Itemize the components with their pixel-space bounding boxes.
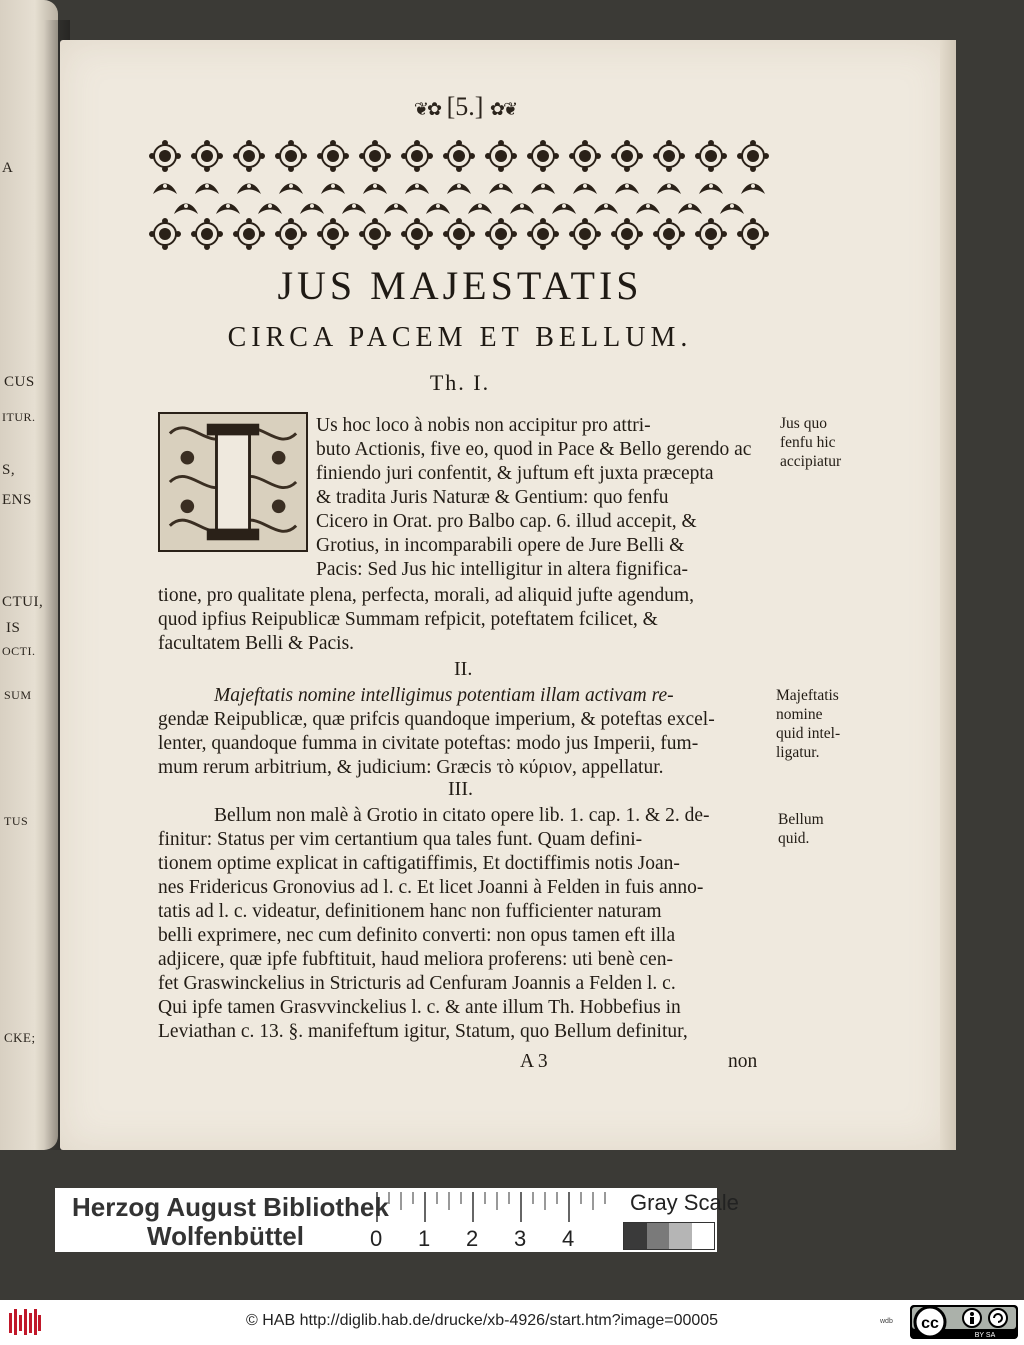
thesis-heading: Th. I. (429, 370, 491, 395)
text-line: tione, pro qualitate plena, perfecta, morali, ad aliquid jufte agendum, (158, 585, 695, 606)
title-sub: CIRCA PACEM ET BELLUM. (227, 322, 693, 353)
ruler-number: 2 (466, 1226, 479, 1251)
source-url: © HAB http://diglib.hab.de/drucke/xb-4926/start.htm?image=00005 (246, 1312, 719, 1329)
signature-mark: A 3 (520, 1051, 548, 1072)
section-heading: II. (454, 658, 473, 680)
svg-text:cc: cc (921, 1315, 939, 1332)
left-fragment: ITUR. (2, 410, 36, 424)
margin-note: ligatur. (776, 744, 820, 761)
text-line: belli exprimere, nec cum definito converti: non opus tamen eft illa (158, 925, 676, 946)
margin-note: fenfu hic (780, 434, 836, 451)
text-line: lenter, quandoque fumma in civitate poteftas: modo jus Imperii, fum- (158, 733, 699, 754)
text-line: & tradita Juris Naturæ & Gentium: quo fenfu (316, 487, 669, 508)
text-line: Bellum non malè à Grotio in citato opere lib. 1. cap. 1. & 2. de- (214, 805, 710, 826)
left-fragment: A (2, 160, 14, 176)
gray-scale-swatches (623, 1222, 715, 1250)
ruler-number: 1 (418, 1226, 431, 1251)
text-line: Grotius, in incomparabili opere de Jure Belli & (316, 535, 685, 556)
margin-note: quid. (778, 830, 810, 847)
text-line: adjicere, quæ ipfe fubftituit, haud meliora proferens: uti benè cen- (158, 949, 673, 970)
gray-scale-label: Gray Scale (630, 1190, 739, 1215)
ornamental-headpiece (145, 136, 775, 254)
fleuron-left-icon: ❦✿ (413, 99, 441, 119)
section-heading: III. (448, 778, 473, 800)
gray-swatch (669, 1223, 692, 1249)
text-line: fet Graswinckelius in Stricturis ad Cenfuram Joannis a Felden l. c. (158, 973, 676, 994)
license-badge-text: BY SA (974, 1332, 996, 1339)
page-fore-edge (940, 40, 956, 1150)
ruler-number: 3 (514, 1226, 527, 1251)
text-line: nes Fridericus Gronovius ad l. c. Et licet Joanni à Felden in fuis anno- (158, 877, 704, 898)
decorated-initial-icon (158, 412, 308, 552)
text-line: finiendo juri confentit, & juftum eft juxta præcepta (316, 463, 714, 484)
gray-swatch (692, 1223, 715, 1249)
title-main: JUS MAJESTATIS (277, 263, 643, 308)
library-city: Wolfenbüttel (147, 1221, 304, 1251)
margin-note: accipiatur (780, 453, 842, 470)
margin-note: nomine (776, 706, 823, 723)
gray-swatch (647, 1223, 670, 1249)
small-mark: wdb (880, 1318, 893, 1325)
library-name: Herzog August Bibliothek (72, 1192, 389, 1222)
text-line: buto Actionis, five eo, quod in Pace & Bello gerendo ac (316, 439, 752, 460)
text-line: facultatem Belli & Pacis. (158, 633, 355, 654)
left-fragment: SUM (4, 688, 32, 702)
ruler-number: 0 (370, 1226, 383, 1251)
text-line: Leviathan c. 13. §. manifeftum igitur, Statum, quo Bellum definitur, (158, 1021, 688, 1042)
scale-ruler (375, 1192, 615, 1232)
left-fragment: CKE; (4, 1030, 36, 1045)
text-line: quod ipfius Reipublicæ Summam refpicit, poteftatem fcilicet, & (158, 609, 658, 630)
text-line: gendæ Reipublicæ, quæ prifcis quandoque imperium, & poteftas excel- (158, 709, 715, 730)
page-header (370, 92, 560, 126)
left-fragment: IS (6, 620, 21, 636)
text-line: Pacis: Sed Jus hic intelligitur in altera fignifica- (316, 559, 689, 580)
text-line: tatis ad l. c. videatur, definitionem hanc non fufficienter naturam (158, 901, 662, 922)
text-line: tionem optime explicat in caftigatiffimis, Et doctiffimis notis Joan- (158, 853, 680, 874)
ruler-number: 4 (562, 1226, 575, 1251)
text-line: finitur: Status per vim certantium qua tales funt. Quam defini- (158, 829, 643, 850)
left-fragment: CUS (4, 374, 35, 390)
text-line: Qui ipfe tamen Grasvvinckelius l. c. & ante illum Th. Hobbefius in (158, 997, 681, 1018)
creative-commons-badge-icon (910, 1305, 1018, 1339)
left-fragment: OCTI. (2, 644, 36, 658)
text-line: Us hoc loco à nobis non accipitur pro attri- (316, 415, 651, 436)
text-line: mum rerum arbitrium, & judicium: Græcis τὸ κύριον, appellatur. (158, 757, 664, 778)
text-line: Cicero in Orat. pro Balbo cap. 6. illud accepit, & (316, 511, 697, 532)
margin-note: Majeftatis (776, 687, 839, 704)
text-line: Majeftatis nomine intelligimus potentiam illam activam re- (214, 685, 674, 706)
left-fragment: S, (2, 462, 16, 478)
catchword: non (728, 1051, 758, 1072)
gray-swatch (624, 1223, 647, 1249)
margin-note: quid intel- (776, 725, 841, 742)
page-number: [5.] (446, 92, 484, 121)
margin-note: Bellum (778, 811, 824, 828)
library-logo-icon (8, 1307, 42, 1337)
left-fragment: CTUI, (2, 594, 44, 610)
left-fragment: ENS (2, 492, 32, 508)
fleuron-right-icon: ✿❦ (489, 99, 517, 119)
margin-note: Jus quo (780, 415, 827, 432)
left-fragment: TUS (4, 814, 29, 828)
